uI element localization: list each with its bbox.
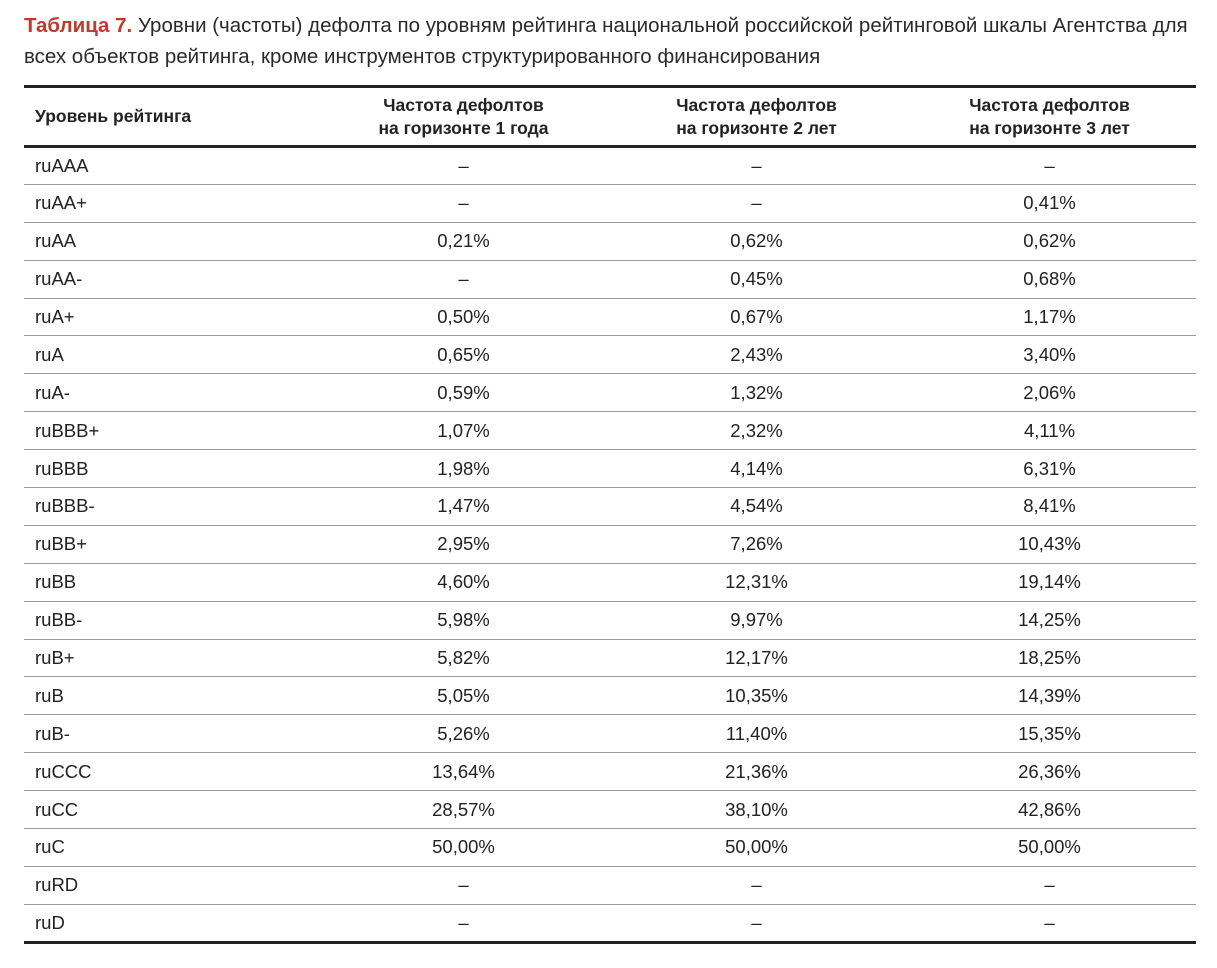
default-rate-cell: 1,17%	[1023, 306, 1076, 327]
default-rate-cell: 10,43%	[1018, 533, 1081, 555]
default-rate-cell: –	[458, 154, 469, 176]
default-rate-cell: 21,36%	[725, 760, 788, 782]
default-rate-cell: 0,50%	[437, 306, 490, 327]
default-rate-cell: 14,39%	[1018, 684, 1081, 706]
header-line: на горизонте 2 лет	[676, 117, 837, 138]
rating-level-cell: ruB	[35, 684, 64, 706]
table-row	[24, 715, 1196, 753]
table-row	[24, 525, 1196, 563]
default-rate-cell: 13,64%	[432, 760, 495, 782]
default-rate-cell: 18,25%	[1018, 647, 1081, 669]
default-rate-cell: 5,05%	[437, 684, 490, 706]
default-rate-cell: 4,60%	[437, 571, 490, 593]
default-rate-cell: 0,62%	[1023, 230, 1076, 252]
default-rate-cell: 0,62%	[730, 230, 783, 252]
default-rate-cell: 28,57%	[432, 798, 495, 820]
default-rate-cell: 5,26%	[437, 722, 490, 744]
rating-level-cell: ruCCC	[35, 760, 92, 782]
default-rate-cell: –	[458, 268, 469, 290]
table-row	[24, 829, 1196, 867]
table-row	[24, 563, 1196, 601]
default-rate-cell: 7,26%	[730, 533, 783, 555]
header-line: на горизонте 3 лет	[969, 117, 1130, 138]
table-row	[24, 904, 1196, 942]
rating-level-cell: ruRD	[35, 874, 79, 896]
header-line: Частота дефолтов	[969, 94, 1130, 115]
table-row	[24, 450, 1196, 488]
header-line: Частота дефолтов	[383, 94, 544, 115]
rating-level-cell: ruBBB+	[35, 419, 100, 441]
table-caption	[24, 10, 1204, 72]
rating-level-cell: ruD	[35, 911, 65, 933]
table-row	[24, 147, 1196, 185]
table-row	[24, 677, 1196, 715]
default-rate-cell: –	[1044, 154, 1055, 176]
default-rate-cell: 2,32%	[730, 419, 783, 441]
table-row	[24, 336, 1196, 374]
rating-level-cell: ruA+	[35, 306, 75, 327]
default-rate-cell: 50,00%	[432, 836, 495, 858]
default-rate-cell: 0,59%	[437, 381, 490, 403]
table-row	[24, 488, 1196, 526]
rating-level-cell: ruB+	[35, 647, 75, 669]
default-rate-cell: 4,54%	[730, 495, 783, 517]
default-rate-cell: –	[751, 874, 762, 896]
table-row	[24, 298, 1196, 336]
caption-label: Таблица 7.	[24, 14, 133, 37]
default-rate-cell: –	[751, 192, 762, 214]
table-row	[24, 639, 1196, 677]
table-row	[24, 791, 1196, 829]
header-horizon-2-years	[610, 87, 903, 147]
table-row	[24, 601, 1196, 639]
table-row	[24, 260, 1196, 298]
header-horizon-3-years	[903, 87, 1196, 147]
header-rating-level	[24, 87, 317, 147]
rating-level-cell: ruC	[35, 836, 65, 858]
table-row	[24, 222, 1196, 260]
default-rate-cell: –	[458, 911, 469, 933]
table-row	[24, 753, 1196, 791]
table-row	[24, 866, 1196, 904]
default-rate-cell: 0,68%	[1023, 268, 1076, 290]
rating-level-cell: ruAAA	[35, 154, 89, 176]
default-rate-cell: 2,95%	[437, 533, 490, 555]
rating-level-cell: ruA	[35, 343, 64, 365]
default-rate-cell: 42,86%	[1018, 798, 1081, 820]
default-rate-cell: 2,06%	[1023, 381, 1076, 403]
default-rate-cell: 4,11%	[1023, 419, 1076, 441]
default-rate-cell: 1,07%	[437, 419, 490, 441]
header-row	[24, 87, 1196, 147]
rating-level-cell: ruAA-	[35, 268, 83, 290]
header-line: на горизонте 1 года	[378, 117, 549, 138]
rating-level-cell: ruB-	[35, 722, 70, 744]
default-rate-cell: –	[458, 874, 469, 896]
header-horizon-1-year	[317, 87, 610, 147]
rating-level-cell: ruA-	[35, 381, 70, 403]
default-rate-cell: 0,65%	[437, 343, 490, 365]
rating-level-cell: ruAA+	[35, 192, 87, 214]
default-rate-cell: 1,32%	[730, 381, 783, 403]
default-rate-cell: –	[751, 911, 762, 933]
default-rates-table	[24, 85, 1196, 944]
default-rate-cell: 50,00%	[1018, 836, 1081, 858]
default-rate-cell: 5,82%	[437, 647, 490, 669]
header-line: Частота дефолтов	[676, 94, 837, 115]
default-rate-cell: 2,43%	[730, 343, 783, 365]
table-row	[24, 412, 1196, 450]
default-rate-cell: –	[1044, 911, 1055, 933]
table-body	[24, 147, 1196, 943]
rating-level-cell: ruAA	[35, 230, 77, 252]
default-rate-cell: 0,21%	[437, 230, 490, 252]
default-rate-cell: 11,40%	[725, 722, 788, 744]
default-rate-cell: 1,47%	[437, 495, 490, 517]
default-rate-cell: 26,36%	[1018, 760, 1081, 782]
default-rate-cell: 0,45%	[730, 268, 783, 290]
default-rate-cell: 8,41%	[1023, 495, 1076, 517]
rating-level-cell: ruCC	[35, 798, 79, 820]
default-rate-cell: 0,41%	[1023, 192, 1076, 214]
default-rate-cell: 1,98%	[437, 457, 490, 479]
rating-level-cell: ruBB-	[35, 609, 83, 631]
default-rate-cell: –	[751, 154, 762, 176]
rating-level-cell: ruBB	[35, 571, 77, 593]
rating-level-cell: ruBB+	[35, 533, 87, 555]
rating-level-cell: ruBBB	[35, 457, 89, 479]
caption-text: Уровни (частоты) дефолта по уровням рейтинга национальной российской рейтинговой шкалы Агентства для всех объектов рейтинга, кроме инструментов структурированного финансирования	[24, 14, 1188, 68]
default-rate-cell: 38,10%	[725, 798, 788, 820]
default-rate-cell: 14,25%	[1018, 609, 1081, 631]
default-rate-cell: –	[1044, 874, 1055, 896]
default-rate-cell: 19,14%	[1018, 571, 1081, 593]
default-rate-cell: 12,31%	[725, 571, 788, 593]
default-rate-cell: 5,98%	[437, 609, 490, 631]
default-rate-cell: 6,31%	[1023, 457, 1076, 479]
table-row	[24, 184, 1196, 222]
default-rate-cell: –	[458, 192, 469, 214]
default-rate-cell: 9,97%	[730, 609, 783, 631]
default-rate-cell: 3,40%	[1023, 343, 1076, 365]
default-rate-cell: 10,35%	[725, 684, 788, 706]
table-row	[24, 374, 1196, 412]
table-header	[24, 87, 1196, 147]
default-rate-cell: 50,00%	[725, 836, 788, 858]
rating-level-cell: ruBBB-	[35, 495, 95, 517]
header-line: Уровень рейтинга	[35, 106, 192, 126]
default-rate-cell: 4,14%	[730, 457, 783, 479]
default-rate-cell: 0,67%	[730, 306, 783, 327]
default-rate-cell: 12,17%	[725, 647, 788, 669]
default-rate-cell: 15,35%	[1018, 722, 1081, 744]
